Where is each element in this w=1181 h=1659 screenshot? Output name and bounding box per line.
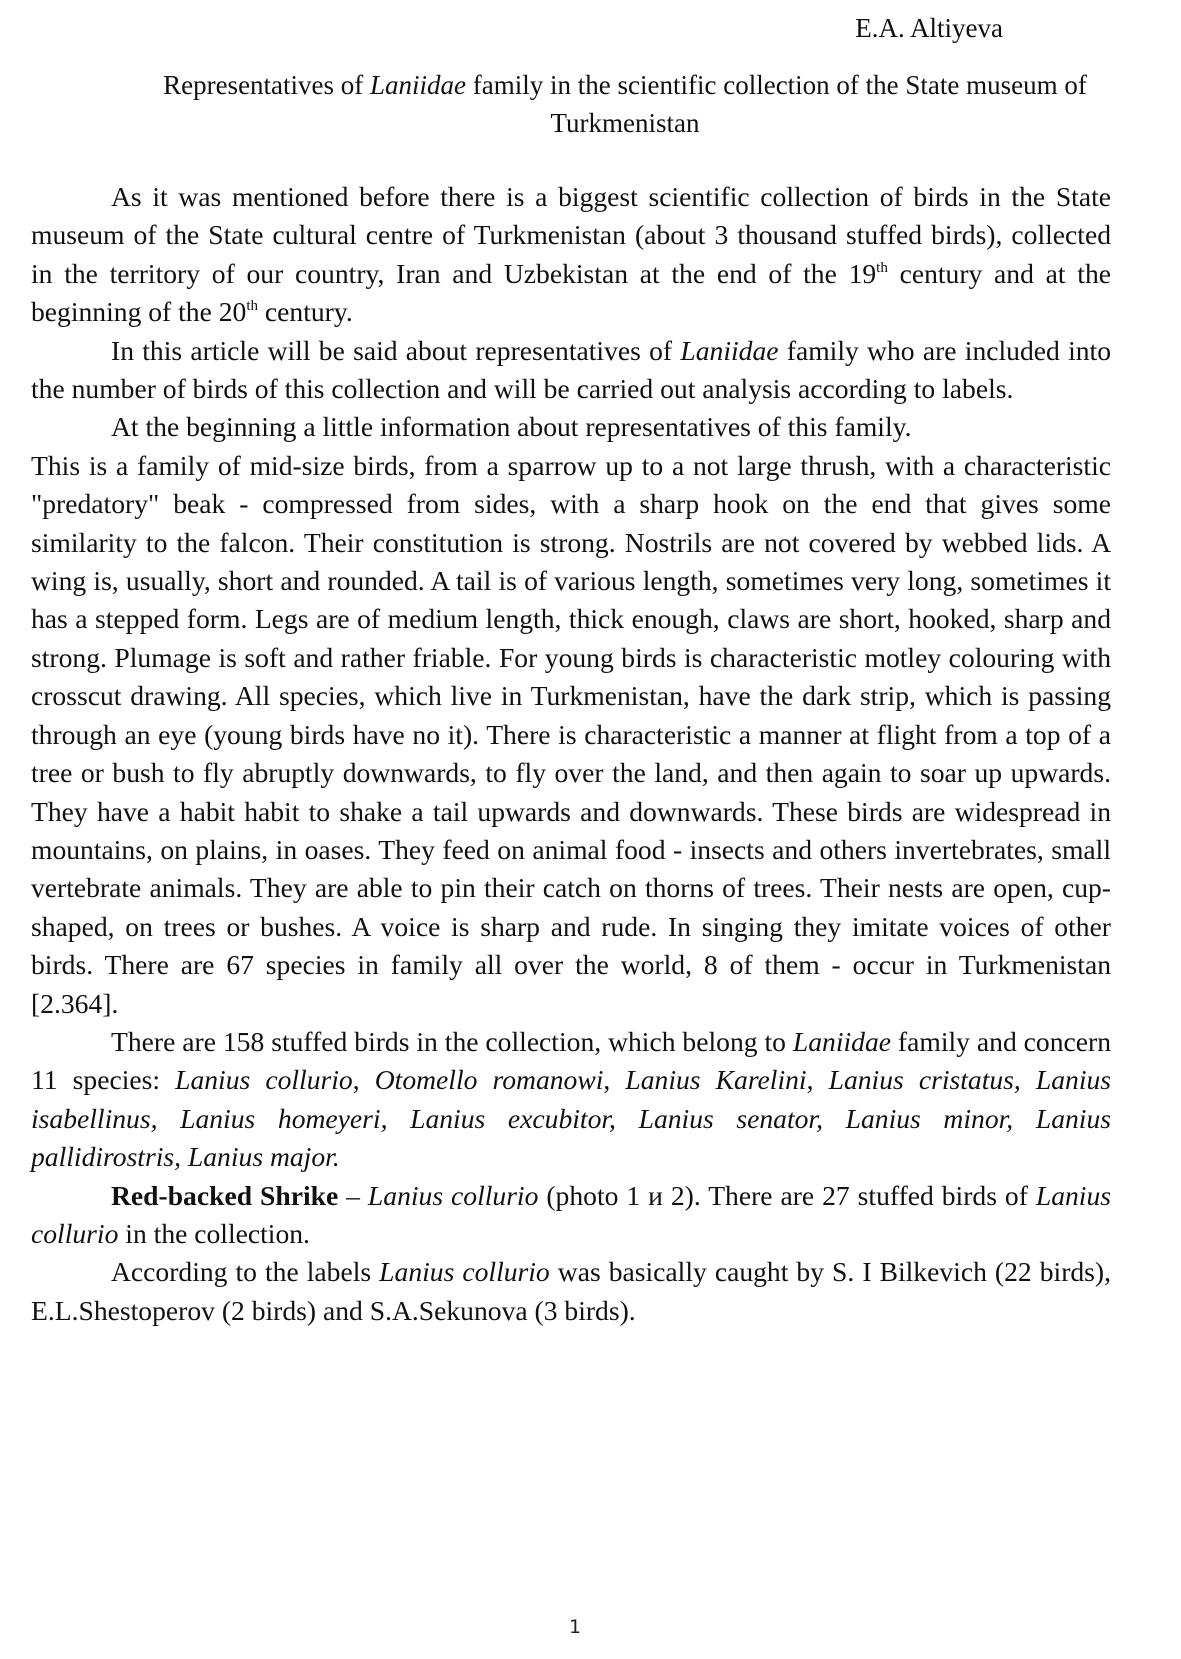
species-common-name: Red-backed Shrike bbox=[111, 1179, 339, 1211]
separator: , bbox=[352, 1064, 375, 1096]
paragraph-family-description bbox=[31, 447, 1111, 1023]
page-number: 1 bbox=[568, 1616, 582, 1638]
ordinal-suffix: th bbox=[876, 259, 888, 276]
title-text: family in the scientific collection of the State museum of Turkmenistan bbox=[466, 70, 1087, 138]
paragraph-text: century. bbox=[258, 296, 353, 328]
separator: , bbox=[806, 1064, 829, 1096]
species-name: Lanius collurio bbox=[175, 1064, 353, 1096]
paragraph-text: According to the labels bbox=[111, 1256, 380, 1288]
paragraph-text: This is a family of mid-size birds, from a sparrow up to a not large thrush, with a characteristic "predatory" beak - compressed from sides, with a sharp hook on the end that gives some similarity to the falcon. Their constitution is strong. Nostrils are not covered by webbed lids. A wing is, usually, short and rounded. A tail is of various length, sometimes very long, sometimes it has a stepped form. Legs are of medium length, thick enough, claws are short, hooked, sharp and strong. Plumage is soft and rather friable. For young birds is characteristic motley colouring with crosscut drawing. All species, which live in Turkmenistan, have the dark strip, which is passing through an eye (young birds have no it). There is characteristic a manner at flight from a top of a tree or bush to fly abruptly downwards, to fly over the land, and then again to soar up upwards. They have a habit habit to shake a tail upwards and downwards. These birds are widespread in mountains, on plains, in oases. They feed on animal food - insects and others invertebrates, small vertebrate animals. They are able to pin their catch on thorns of trees. Their nests are open, cup-shaped, on trees or bushes. A voice is sharp and rude. In singing they imitate voices of other birds. There are 67 species in family all over the world, 8 of them - occur in Turkmenistan [2.364]. bbox=[31, 449, 1111, 1019]
paragraph-collectors bbox=[31, 1253, 1111, 1330]
paragraph-text: century and at the beginning of the 20 bbox=[31, 257, 1111, 328]
paragraph-text: was basically caught by S. I Bilkevich (22 birds), E.L.Shestoperov (2 birds) and S.A.Sekunova (3 birds). bbox=[31, 1256, 1111, 1326]
paragraph-intro bbox=[31, 178, 1111, 332]
paragraph-collection-species bbox=[31, 1023, 1111, 1177]
species-name: Otomello romanowi bbox=[374, 1064, 604, 1096]
species-list: Lanius cristatus, Lanius isabellinus, Lanius homeyeri, Lanius excubitor, Lanius senator, Lanius minor, Lanius pallidirostris, Lanius major. bbox=[31, 1064, 1112, 1173]
paragraph-text: As it was mentioned before there is a biggest scientific collection of birds in the State museum of the State cultural centre of Turkmenistan (about 3 thousand stuffed birds), collected in the territory of our country, Iran and Uzbekistan at the end of the 19 bbox=[31, 181, 1111, 289]
paragraph-text: In this article will be said about representatives of bbox=[111, 334, 681, 366]
title-family-name: Laniidae bbox=[370, 70, 467, 100]
separator: , bbox=[603, 1064, 626, 1096]
paragraph-red-backed-shrike bbox=[31, 1177, 1111, 1254]
article-body bbox=[31, 178, 1111, 1330]
paragraph-text: family and concern 11 species: bbox=[31, 1025, 1111, 1096]
article-title bbox=[145, 66, 1105, 142]
family-name: Laniidae bbox=[792, 1025, 891, 1057]
author-name: E.A. Altiyeva bbox=[855, 13, 1003, 43]
paragraph-text: (photo 1 и 2). There are 27 stuffed birds of bbox=[538, 1179, 1036, 1211]
title-text: Representatives of bbox=[163, 70, 371, 100]
species-name: Lanius collurio bbox=[31, 1179, 1112, 1249]
paragraph-text: – bbox=[338, 1179, 368, 1211]
paragraph-family-info-lead bbox=[31, 408, 1111, 446]
paragraph-text: There are 158 stuffed birds in the collection, which belong to bbox=[111, 1025, 793, 1057]
paragraph-text: family who are included into the number of birds of this collection and will be carried out analysis according to labels. bbox=[31, 334, 1112, 405]
species-name: Lanius collurio bbox=[379, 1256, 550, 1288]
paragraph-text: in the collection. bbox=[118, 1217, 310, 1249]
species-name: Lanius Karelini bbox=[625, 1064, 807, 1096]
ordinal-suffix: th bbox=[246, 298, 259, 315]
species-name: Lanius collurio bbox=[367, 1179, 539, 1211]
family-name: Laniidae bbox=[680, 334, 779, 366]
paragraph-article-purpose bbox=[31, 332, 1111, 409]
paragraph-text: At the beginning a little information about representatives of this family. bbox=[111, 411, 912, 443]
